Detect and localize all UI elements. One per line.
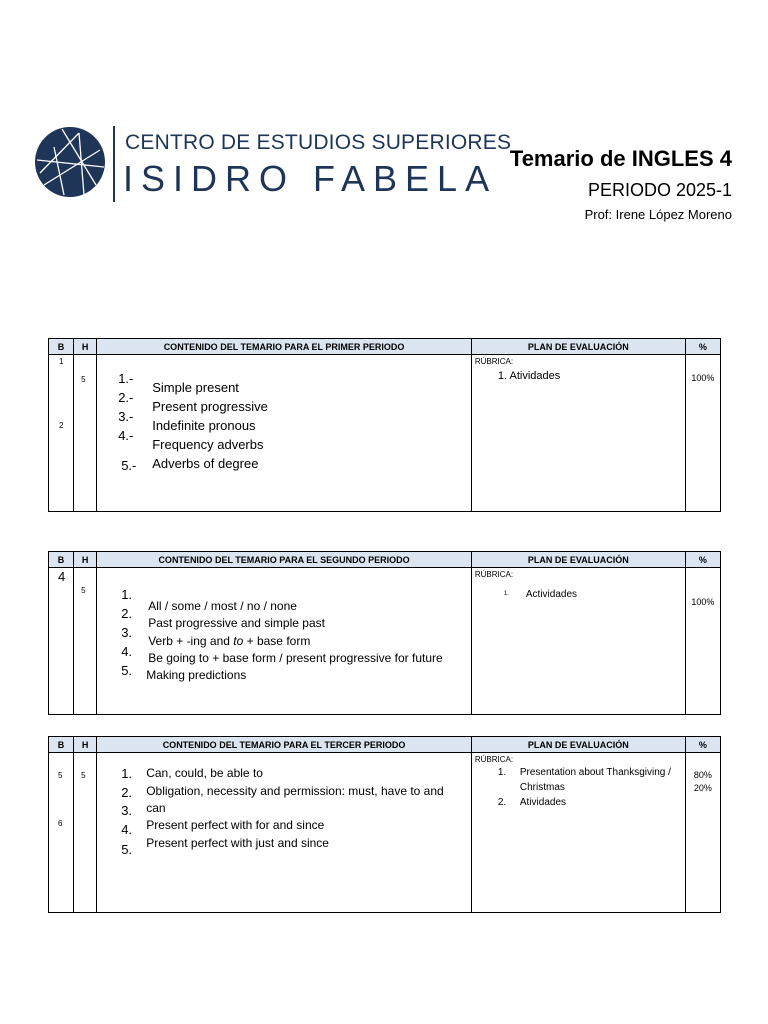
- percent-value: 20%: [693, 783, 712, 793]
- document-title: Temario de INGLES 4: [509, 146, 732, 171]
- block-number: 1: [59, 357, 64, 366]
- logo-text-line2: ISIDRO FABELA: [123, 158, 498, 199]
- syllabus-table-period-2: [48, 551, 721, 715]
- rubric-item: Christmas: [519, 782, 565, 793]
- topic-item: All / some / most / no / none: [148, 599, 297, 613]
- header-content: CONTENIDO DEL TEMARIO PARA EL TERCER PERIODO: [97, 737, 472, 753]
- topic-item: Present progressive: [152, 399, 268, 414]
- syllabus-table-period-3: [48, 736, 721, 913]
- block-number: 5: [58, 771, 63, 780]
- topic-item: Indefinite pronous: [152, 418, 256, 433]
- rubric-item: Presentation about Thanksgiving /: [519, 767, 671, 778]
- topic-item: Present perfect with just and since: [146, 836, 329, 850]
- block-number: 2: [59, 421, 64, 430]
- header-percent: %: [685, 339, 720, 355]
- header-b: B: [49, 552, 74, 568]
- percent-value: 100%: [691, 597, 715, 607]
- hours-value: 5: [81, 586, 86, 595]
- block-number: 6: [58, 819, 63, 828]
- list-number: 1.: [121, 587, 133, 602]
- topic-item: Adverbs of degree: [152, 456, 259, 471]
- header-content: CONTENIDO DEL TEMARIO PARA EL PRIMER PERIODO: [97, 339, 472, 355]
- rubric-label: RÚBRICA:: [474, 570, 514, 579]
- syllabus-table-period-1: [48, 338, 721, 512]
- rubric-item: Atividades: [519, 797, 567, 808]
- header-plan: PLAN DE EVALUACIÓN: [471, 737, 685, 753]
- header-b: B: [49, 737, 74, 753]
- topic-item: Past progressive and simple past: [148, 616, 325, 630]
- list-number: 2.: [121, 606, 133, 621]
- topic-item: Simple present: [152, 380, 239, 395]
- list-number: 3.: [121, 625, 133, 640]
- logo-emblem: [34, 125, 106, 199]
- logo-divider: [113, 126, 115, 202]
- topic-item: Making predictions: [146, 668, 247, 682]
- hours-value: 5: [81, 771, 86, 780]
- header-h: H: [74, 552, 97, 568]
- block-number: 4: [58, 569, 66, 584]
- header-plan: PLAN DE EVALUACIÓN: [471, 339, 685, 355]
- list-number: 3.: [121, 803, 133, 818]
- header-b: B: [49, 339, 74, 355]
- list-number: 4.: [121, 644, 133, 659]
- professor-name: Prof: Irene López Moreno: [584, 207, 732, 222]
- header-h: H: [74, 339, 97, 355]
- topic-item: Frequency adverbs: [152, 437, 264, 452]
- topic-item: can: [146, 801, 166, 815]
- rubric-label: RÚBRICA:: [474, 357, 514, 366]
- list-number: 5.-: [121, 458, 137, 473]
- document-period: PERIODO 2025-1: [587, 180, 732, 200]
- header-content: CONTENIDO DEL TEMARIO PARA EL SEGUNDO PERIODO: [97, 552, 472, 568]
- percent-value: 100%: [691, 373, 715, 383]
- topic-item: Present perfect with for and since: [146, 818, 325, 832]
- rubric-label: RÚBRICA:: [474, 755, 514, 764]
- header-plan: PLAN DE EVALUACIÓN: [471, 552, 685, 568]
- topic-item: Can, could, be able to: [146, 766, 263, 780]
- rubric-item: Actividades: [525, 589, 578, 600]
- header-percent: %: [685, 737, 720, 753]
- list-number: 3.-: [118, 409, 134, 424]
- list-number: 4.: [121, 822, 133, 837]
- topic-item: Obligation, necessity and permission: must, have to and: [146, 784, 444, 798]
- percent-value: 80%: [693, 770, 712, 780]
- topic-item: Be going to + base form / present progressive for future: [148, 651, 443, 665]
- rubric-number: 1.: [503, 591, 509, 597]
- list-number: 1.-: [118, 371, 134, 386]
- rubric-number: 1.: [497, 767, 507, 778]
- hours-value: 5: [81, 375, 86, 384]
- header-percent: %: [685, 552, 720, 568]
- list-number: 2.-: [118, 390, 134, 405]
- list-number: 5.: [121, 663, 133, 678]
- rubric-item: 1. Atividades: [497, 370, 561, 382]
- list-number: 5.: [121, 842, 133, 857]
- header-h: H: [74, 737, 97, 753]
- rubric-number: 2.: [497, 797, 507, 808]
- list-number: 1.: [121, 766, 133, 781]
- logo-text-line1: CENTRO DE ESTUDIOS SUPERIORES: [125, 131, 512, 154]
- topic-item: Verb + -ing and to + base form: [148, 634, 311, 648]
- list-number: 4.-: [118, 428, 134, 443]
- list-number: 2.: [121, 785, 133, 800]
